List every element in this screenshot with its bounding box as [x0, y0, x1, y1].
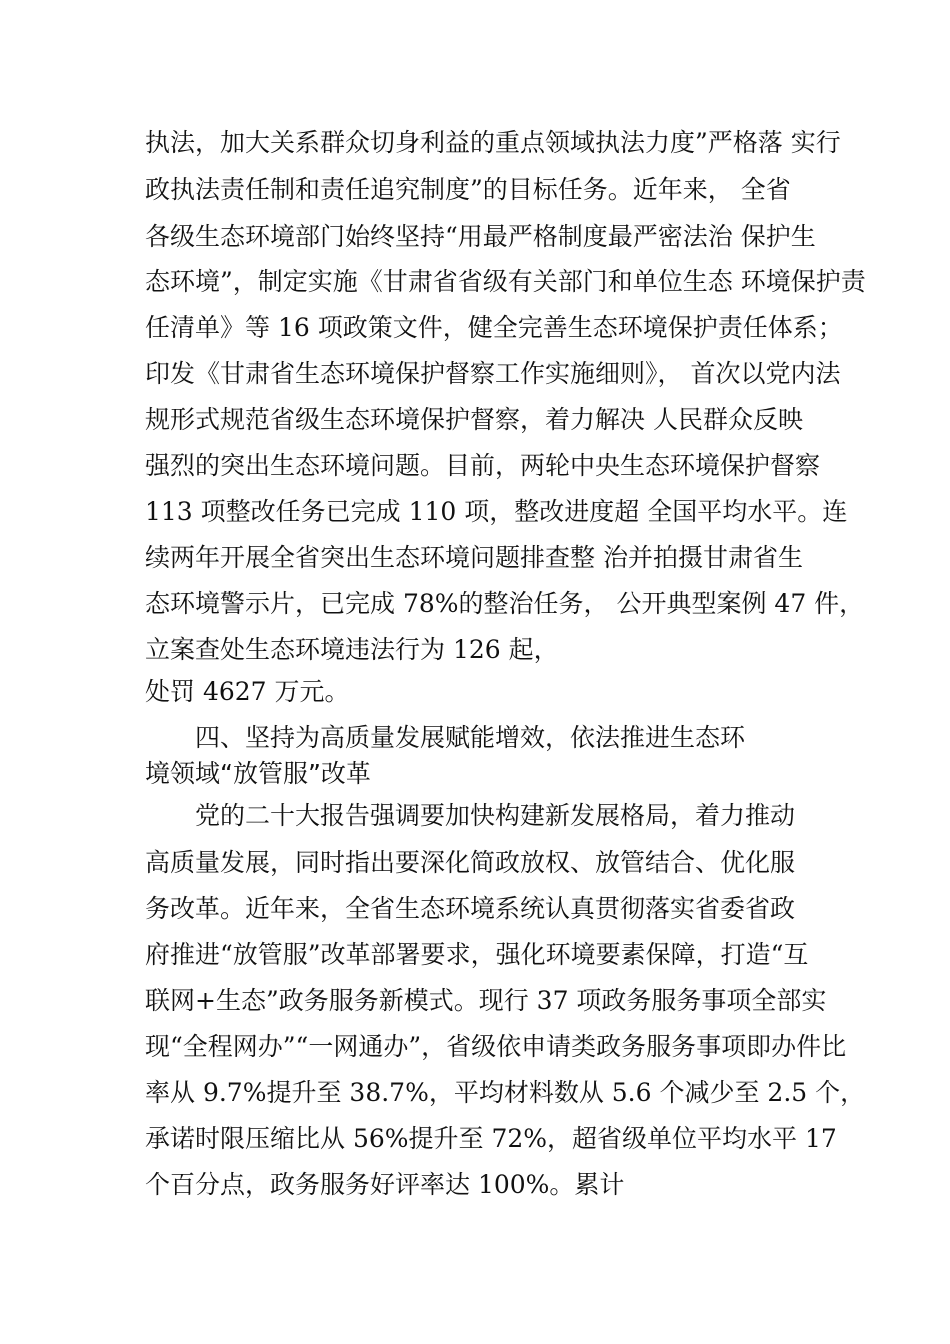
text-line: 规形式规范省级生态环境保护督察，着力解决 人民群众反映 [145, 405, 803, 434]
text-line: 承诺时限压缩比从 56%提升至 72%，超省级单位平均水平 17 [145, 1124, 837, 1153]
text-line: 率从 9.7%提升至 38.7%，平均材料数从 5.6 个减少至 2.5 个， [145, 1078, 866, 1107]
text-line: 态环境”，制定实施《甘肃省省级有关部门和单位生态 环境保护责 [145, 267, 866, 296]
text-line: 党的二十大报告强调要加快构建新发展格局，着力推动 [195, 801, 796, 830]
text-line: 处罚 4627 万元。 [145, 677, 350, 706]
text-line: 联网+生态”政务服务新模式。现行 37 项政务服务事项全部实 [145, 986, 827, 1015]
section-heading: 四、坚持为高质量发展赋能增效，依法推进生态环 [195, 723, 746, 752]
text-line: 执法，加大关系群众切身利益的重点领域执法力度”严格落 实行 [145, 128, 841, 157]
text-line: 各级生态环境部门始终坚持“用最严格制度最严密法治 保护生 [145, 222, 816, 251]
section-heading-continued: 境领域“放管服”改革 [145, 759, 371, 788]
text-line: 强烈的突出生态环境问题。目前，两轮中央生态环境保护督察 [145, 451, 821, 480]
text-line: 高质量发展，同时指出要深化简政放权、放管结合、优化服 [145, 848, 796, 877]
text-line: 府推进“放管服”改革部署要求，强化环境要素保障，打造“互 [145, 940, 809, 969]
text-line: 113 项整改任务已完成 110 项，整改进度超 全国平均水平。连 [145, 497, 848, 526]
text-line: 政执法责任制和责任追究制度”的目标任务。近年来， 全省 [145, 175, 791, 204]
text-line: 务改革。近年来，全省生态环境系统认真贯彻落实省委省政 [145, 894, 796, 923]
text-line: 态环境警示片，已完成 78%的整治任务， 公开典型案例 47 件， [145, 589, 865, 618]
text-line: 个百分点，政务服务好评率达 100%。累计 [145, 1170, 625, 1199]
text-line: 印发《甘肃省生态环境保护督察工作实施细则》， 首次以党内法 [145, 359, 841, 388]
text-line: 立案查处生态环境违法行为 126 起， [145, 635, 559, 664]
text-line: 任清单》等 16 项政策文件，健全完善生态环境保护责任体系； [145, 313, 843, 342]
text-line: 现“全程网办”“一网通办”，省级依申请类政务服务事项即办件比 [145, 1032, 847, 1061]
text-line: 续两年开展全省突出生态环境问题排查整 治并拍摄甘肃省生 [145, 543, 803, 572]
